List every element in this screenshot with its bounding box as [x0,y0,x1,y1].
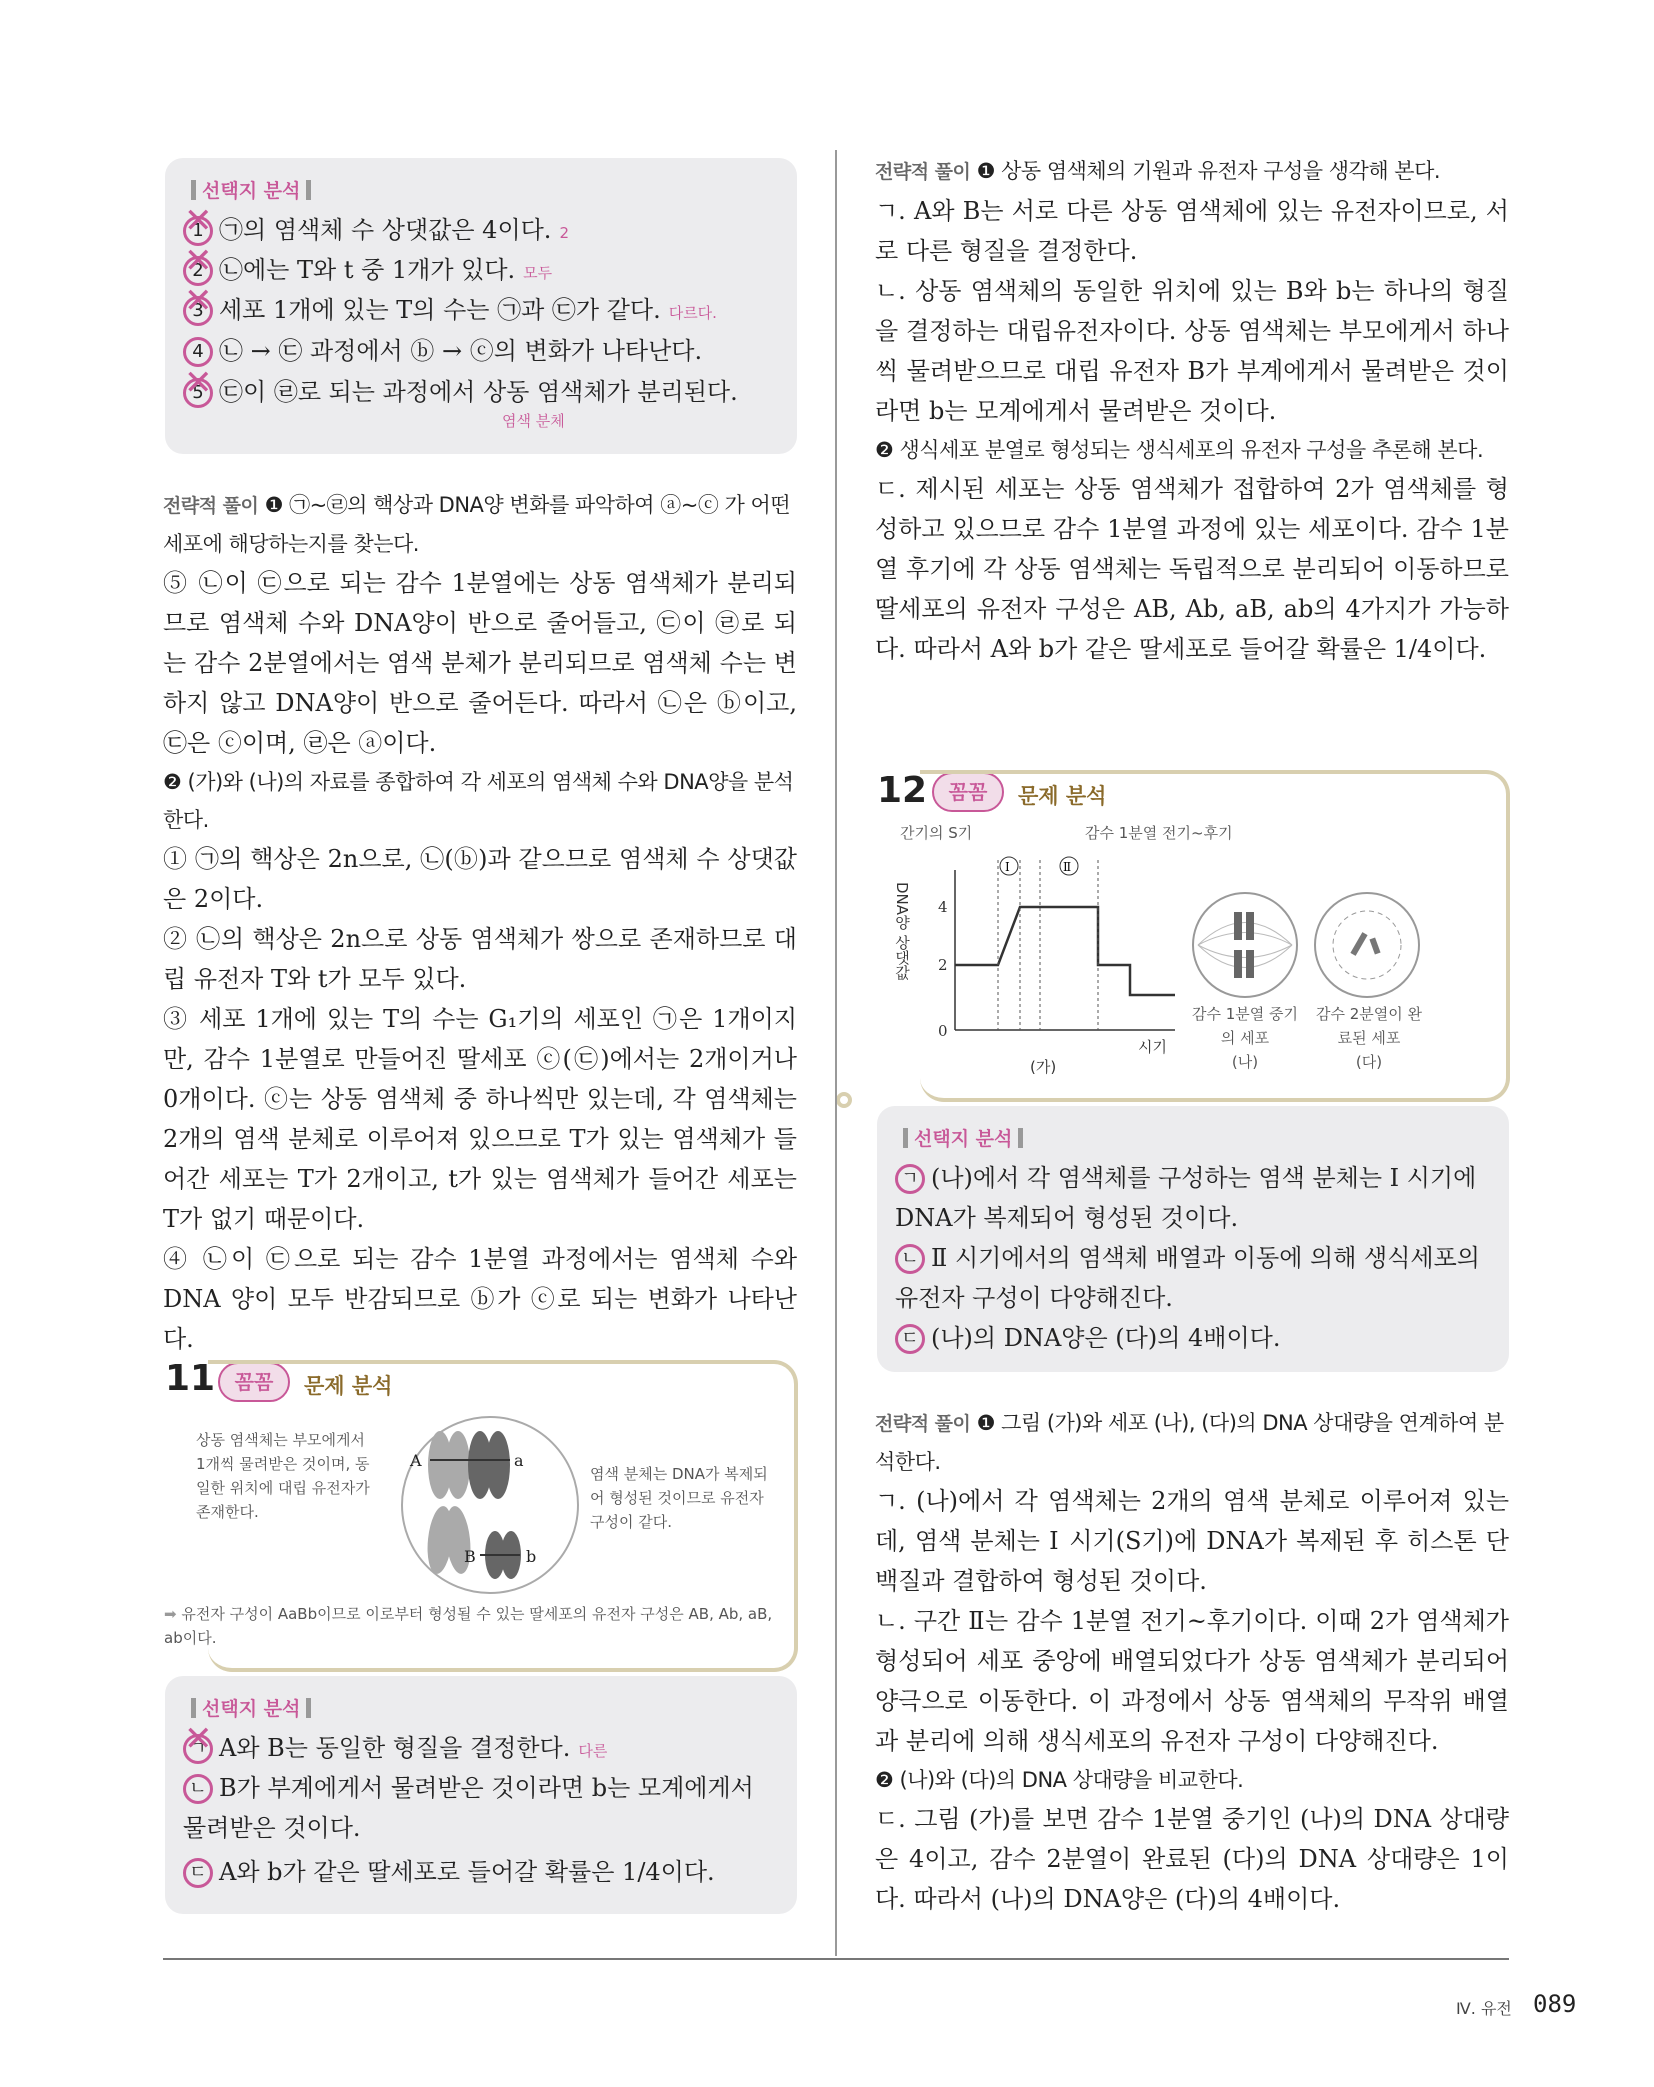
cell-diagram-11 [380,1410,600,1600]
option-nieun: ㄴ Ⅱ 시기에서의 염색체 배열과 이동에 의해 생식세포의 유전자 구성이 다양해진다. [895,1244,1480,1312]
svg-text:Ⅱ: Ⅱ [1063,860,1072,874]
option-number: 3 ✕ [183,296,213,326]
option-5-note: 염색 분체 [502,412,565,430]
option-giyeok: ㄱ (나)에서 각 염색체를 구성하는 염색 분체는 Ⅰ 시기에 DNA가 복제되어 형성된 것이다. [895,1164,1477,1232]
choice-analysis-header: 선택지 분석 [897,1124,1029,1151]
y-axis-label: DNA양 상댓값 [893,882,911,980]
question-number-12: 12 [877,770,928,811]
option-2: 2 ✕ ㉡에는 T와 t 중 1개가 있다. 모두 [183,250,552,293]
option-number: 1 ✕ [183,216,213,246]
cell-na [1190,890,1300,1000]
gene-B: B [464,1547,476,1566]
option-4: 4 ㉡ → ㉢ 과정에서 ⓑ → ⓒ의 변화가 나타난다. [183,331,702,371]
option-digeut: ㄷ (나)의 DNA양은 (다)의 4배이다. [895,1318,1280,1358]
svg-text:2: 2 [938,956,948,974]
strategy-section-11: 전략적 풀이 ❶ 상동 염색체의 기원과 유전자 구성을 생각해 본다. ㄱ. A와 B는 서로 다른 상동 염색체에 있는 유전자이므로, 서로 다른 형질을 결정한다. ㄴ. 상동 염색체의 동일한 위치에 있는 B와 b는 하나의 형질을 결정하는 대립유전자이다. 상동 염색체는 부모에게서 하나씩 물려받으므로 대립 유전자 B가 부계에게서 물려받은 것이라면 b는 모계에게서 물려받은 것이다. ❷ 생식세포 분열로 형성되는 생식세포의 유전자 구성을 추론해 본다. ㄷ. 제시된 세포는 상동 염색체가 접합하여 2가 염색체를 형성하고 있으므로 감수 1분열 과정에 있는 세포이다. 감수 1분열 후기에 각 상동 염색체는 독립적으로 분리되어 이동하므로 딸세포의 유전자 구성은 AB, Ab, aB, ab의 4가지가 가능하다. 따라서 A와 b가 같은 딸세포로 들어갈 확률은 1/4이다. [875,159,1517,663]
svg-text:0: 0 [938,1022,948,1040]
footer-section: Ⅳ. 유전 [1456,1999,1512,2018]
option-nieun: ㄴ B가 부계에게서 물려받은 것이라면 b는 모계에게서 물려받은 것이다. [183,1774,754,1842]
label-meiosis: 감수 1분열 전기~후기 [1085,824,1233,842]
option-1: 1 ✕ ㉠의 염색체 수 상댓값은 4이다. 2 [183,210,569,253]
svg-text:4: 4 [938,898,948,916]
problem-analysis-title: 문제 분석 [304,1374,393,1398]
option-giyeok: ㄱ ✕ A와 B는 동일한 형질을 결정한다. 다른 [183,1728,607,1771]
note-homologous: 상동 염색체는 부모에게서 1개씩 물려받은 것이며, 동일한 위치에 대립 유전자가 존재한다. [196,1431,370,1521]
strategy-section-12: 전략적 풀이 ❶ 그림 (가)와 세포 (나), (다)의 DNA 상대량을 연계하여 분석한다. ㄱ. (나)에서 각 염색체는 2개의 염색 분체로 이루어져 있는데, 염색 분체는 Ⅰ 시기(S기)에 DNA가 복제된 후 히스톤 단백질과 결합하여 형성된 것이다. ㄴ. 구간 Ⅱ는 감수 1분열 전기~후기이다. 이때 2가 염색체가 형성되어 세포 중앙에 배열되었다가 상동 염색체가 분리되어 양극으로 이동한다. 이 과정에서 상동 염색체의 무작위 배열과 분리에 의해 생식세포의 유전자 구성이 다양해진다. ❷ (나)와 (다)의 DNA 상대량을 비교한다. ㄷ. 그림 (가)를 보면 감수 1분열 중기인 (나)의 DNA 상대량은 4이고, 감수 2분열이 완료된 (다)의 DNA 상대량은 1이다. 따라서 (나)의 DNA양은 (다)의 4배이다. [875,1411,1517,1913]
tag-kkomkkom: 꼼꼼 [218,1362,290,1402]
footer-rule [163,1958,1509,1960]
choice-analysis-header: 선택지 분석 [185,1694,317,1721]
tag-kkomkkom: 꼼꼼 [932,772,1004,812]
page-number: 089 [1533,1990,1577,2018]
gene-b: b [526,1547,537,1566]
svg-text:시기: 시기 [1138,1038,1167,1056]
conclusion-11: ➡ 유전자 구성이 AaBb이므로 이로부터 형성될 수 있는 딸세포의 유전자 구성은 AB, Ab, aB, ab이다. [164,1605,773,1647]
svg-text:(가): (가) [1030,1058,1057,1076]
choice-analysis-header: 선택지 분석 [185,176,317,203]
caption-na: 감수 1분열 중기의 세포 (나) [1191,1005,1299,1071]
note-sister-chromatid: 염색 분체는 DNA가 복제되어 형성된 것이므로 유전자 구성이 같다. [590,1465,768,1531]
option-number: 4 [183,337,213,367]
gene-A: A [410,1451,422,1470]
option-digeut: ㄷ A와 b가 같은 딸세포로 들어갈 확률은 1/4이다. [183,1852,715,1892]
option-5: 5 ✕ ㉢이 ㉣로 되는 과정에서 상동 염색체가 분리된다. [183,372,738,412]
question-number-11: 11 [165,1358,216,1399]
dna-graph [880,820,1233,1080]
strategy-section-10: 전략적 풀이 ❶ ㉠~㉣의 핵상과 DNA양 변화를 파악하여 ⓐ~ⓒ 가 어떤 세포에 해당하는지를 찾는다. ⑤ ㉡이 ㉢으로 되는 감수 1분열에는 상동 염색체가 분리되므로 염색체 수와 DNA양이 반으로 줄어들고, ㉢이 ㉣로 되는 감수 2분열에서는 염색 분체가 분리되므로 염색체 수는 변하지 않고 DNA양이 반으로 줄어든다. 따라서 ㉡은 ⓑ이고, ㉢은 ⓒ이며, ㉣은 ⓐ이다. ❷ (가)와 (나)의 자료를 종합하여 각 세포의 염색체 수와 DNA양을 분석한다. ① ㉠의 핵상은 2n으로, ㉡(ⓑ)과 같으므로 염색체 수 상댓값은 2이다. ② ㉡의 핵상은 2n으로 상동 염색체가 쌍으로 존재하므로 대립 유전자 T와 t가 모두 있다. ③ 세포 1개에 있는 T의 수는 G₁기의 세포인 ㉠은 1개이지만, 감수 1분열로 만들어진 딸세포 ⓒ(㉢)에서는 2개이거나 0개이다. ⓒ는 상동 염색체 중 하나씩만 있는데, 각 염색체는 2개의 염색 분체로 이루어져 있으므로 T가 있는 염색체가 들어간 세포는 T가 2개이고, t가 있는 염색체가 들어간 세포는 T가 없기 때문이다. ④ ㉡이 ㉢으로 되는 감수 1분열 과정에서는 염색체 수와 DNA 양이 모두 반감되므로 ⓑ가 ⓒ로 되는 변화가 나타난다. [163,493,805,1353]
gene-a: a [514,1451,524,1470]
option-number: 2 ✕ [183,256,213,286]
frame-dot [836,1092,852,1108]
problem-analysis-title: 문제 분석 [1018,784,1107,808]
cell-da [1312,890,1422,1000]
option-number: 5 ✕ [183,378,213,408]
caption-da: 감수 2분열이 완료된 세포 (다) [1315,1005,1423,1071]
option-3: 3 ✕ 세포 1개에 있는 T의 수는 ㉠과 ㉢가 같다. 다르다. [183,290,717,333]
column-divider [835,150,837,1956]
label-s-phase: 간기의 S기 [900,824,973,842]
svg-text:Ⅰ: Ⅰ [1005,860,1010,874]
